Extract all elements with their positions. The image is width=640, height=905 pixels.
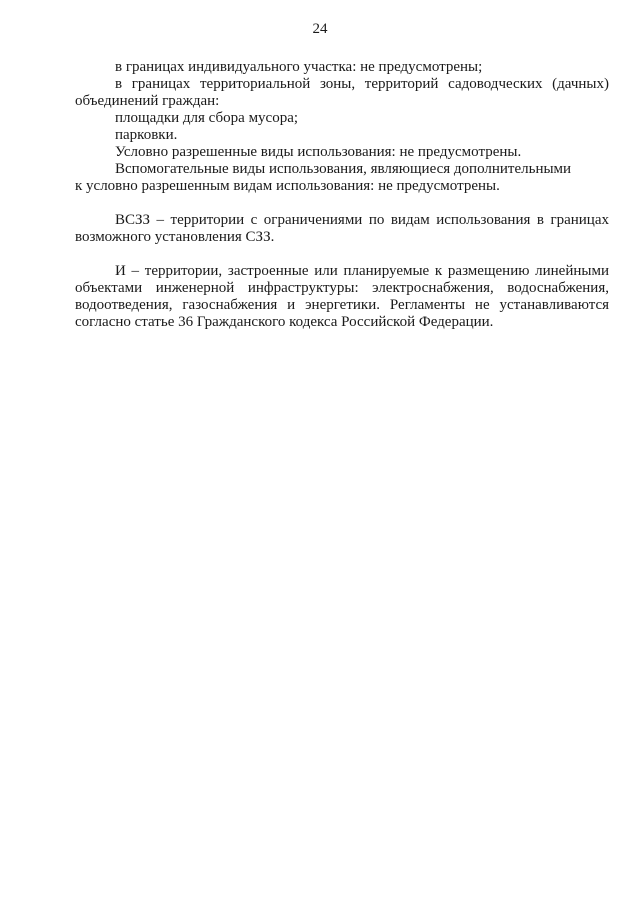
list-item-garbage-sites: площадки для сбора мусора; [115,110,299,126]
paragraph-conditional-uses: Условно разрешенные виды использования: не предусмотрены. [115,144,522,160]
paragraph-vszz-text: ВСЗЗ – территории с ограничениями по видам использования в границах возможного установления СЗЗ. [75,212,609,245]
paragraph-spacer [75,246,609,263]
paragraph-vszz [75,212,609,246]
paragraph-territorial-zone-text: в границах территориальной зоны, территорий садоводческих (дачных) объединений граждан: [75,76,609,109]
paragraph-spacer [75,195,609,212]
paragraph-individual-plot: в границах индивидуального участка: не предусмотрены; [115,59,483,75]
list-item-parking: парковки. [115,127,178,143]
paragraph-territorial-zone [75,76,609,110]
paragraph-auxiliary-uses: Вспомогательные виды использования, являющиеся дополнительными [115,161,572,177]
paragraph-auxiliary-uses-continued: к условно разрешенным видам использования: не предусмотрены. [75,178,500,194]
page-number: 24 [312,21,328,37]
paragraph-i-zone [75,263,609,331]
paragraph-i-zone-text: И – территории, застроенные или планируемые к размещению линейными объектами инженерной инфраструктуры: электроснабжения, водоснабжения, водоотведения, газоснабжения и энергетики. Регламенты не устанавливаются согласно статье 36 Гражданского кодекса Российской Федерации. [75,263,609,330]
document-body [75,59,609,331]
